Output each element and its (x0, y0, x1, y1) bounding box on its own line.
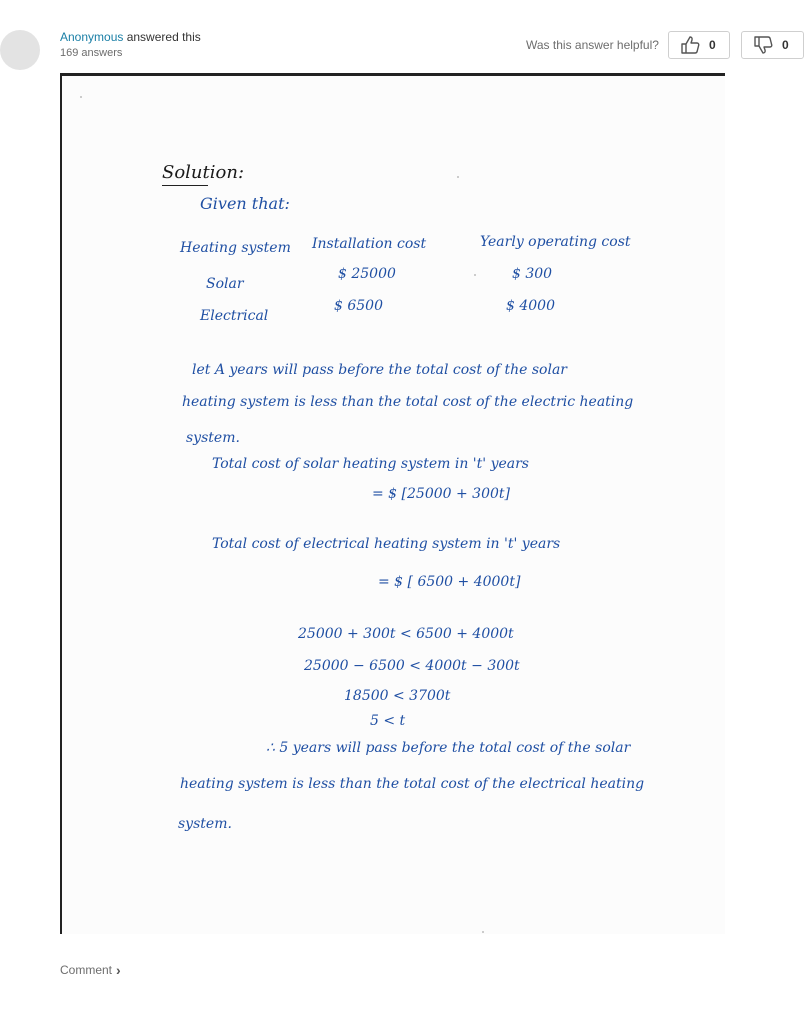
step-line: 25000 − 6500 < 4000t − 300t (304, 658, 520, 674)
solar-total-label: Total cost of solar heating system in 't' years (212, 456, 529, 472)
table-header-system: Heating system (180, 240, 291, 256)
avatar (0, 30, 40, 70)
downvote-button[interactable] (741, 31, 804, 59)
answers-count: 169 answers (60, 47, 123, 59)
thumbs-down-icon (754, 36, 774, 54)
given-that: Given that: (200, 194, 290, 213)
downvote-count: 0 (782, 38, 789, 52)
table-row-operating: $ 4000 (506, 298, 555, 314)
chevron-right-icon: › (116, 962, 121, 978)
thumbs-up-icon (681, 36, 701, 54)
upvote-button[interactable] (668, 31, 730, 59)
table-row-operating: $ 300 (512, 266, 553, 282)
comment-label: Comment (60, 963, 113, 977)
speck (482, 931, 484, 933)
paragraph-line: system. (186, 430, 240, 446)
conclusion-line: system. (178, 816, 232, 832)
step-line: 5 < t (370, 713, 406, 729)
speck (457, 176, 459, 178)
title-underline (162, 185, 208, 186)
answered-text: answered this (123, 30, 201, 44)
elec-total-label: Total cost of electrical heating system in 't' years (212, 536, 561, 552)
conclusion-line: ∴ 5 years will pass before the total cost of the solar (266, 740, 631, 756)
step-line: 18500 < 3700t (344, 688, 451, 704)
elec-total-expr: = $ [ 6500 + 4000t] (378, 574, 521, 590)
table-row-install: $ 6500 (334, 298, 383, 314)
upvote-count: 0 (709, 38, 716, 52)
helpful-prompt: Was this answer helpful? (526, 38, 659, 52)
author-line (60, 30, 201, 44)
step-line: 25000 + 300t < 6500 + 4000t (298, 626, 514, 642)
table-header-operating: Yearly operating cost (480, 234, 631, 250)
comment-link[interactable] (60, 962, 121, 978)
speck (80, 96, 82, 98)
conclusion-line: heating system is less than the total cost of the electrical heating (180, 776, 645, 792)
speck (474, 274, 476, 276)
table-header-install: Installation cost (312, 236, 427, 252)
table-row-install: $ 25000 (338, 266, 396, 282)
table-row-system: Electrical (200, 308, 269, 324)
solution-title: Solution: (162, 162, 245, 183)
answer-image (60, 73, 725, 934)
solar-total-expr: = $ [25000 + 300t] (372, 486, 510, 502)
table-row-system: Solar (206, 276, 244, 292)
author-link[interactable]: Anonymous (60, 30, 124, 44)
paragraph-line: heating system is less than the total cost of the electric heating (182, 394, 634, 410)
paragraph-line: let A years will pass before the total cost of the solar (192, 362, 567, 378)
